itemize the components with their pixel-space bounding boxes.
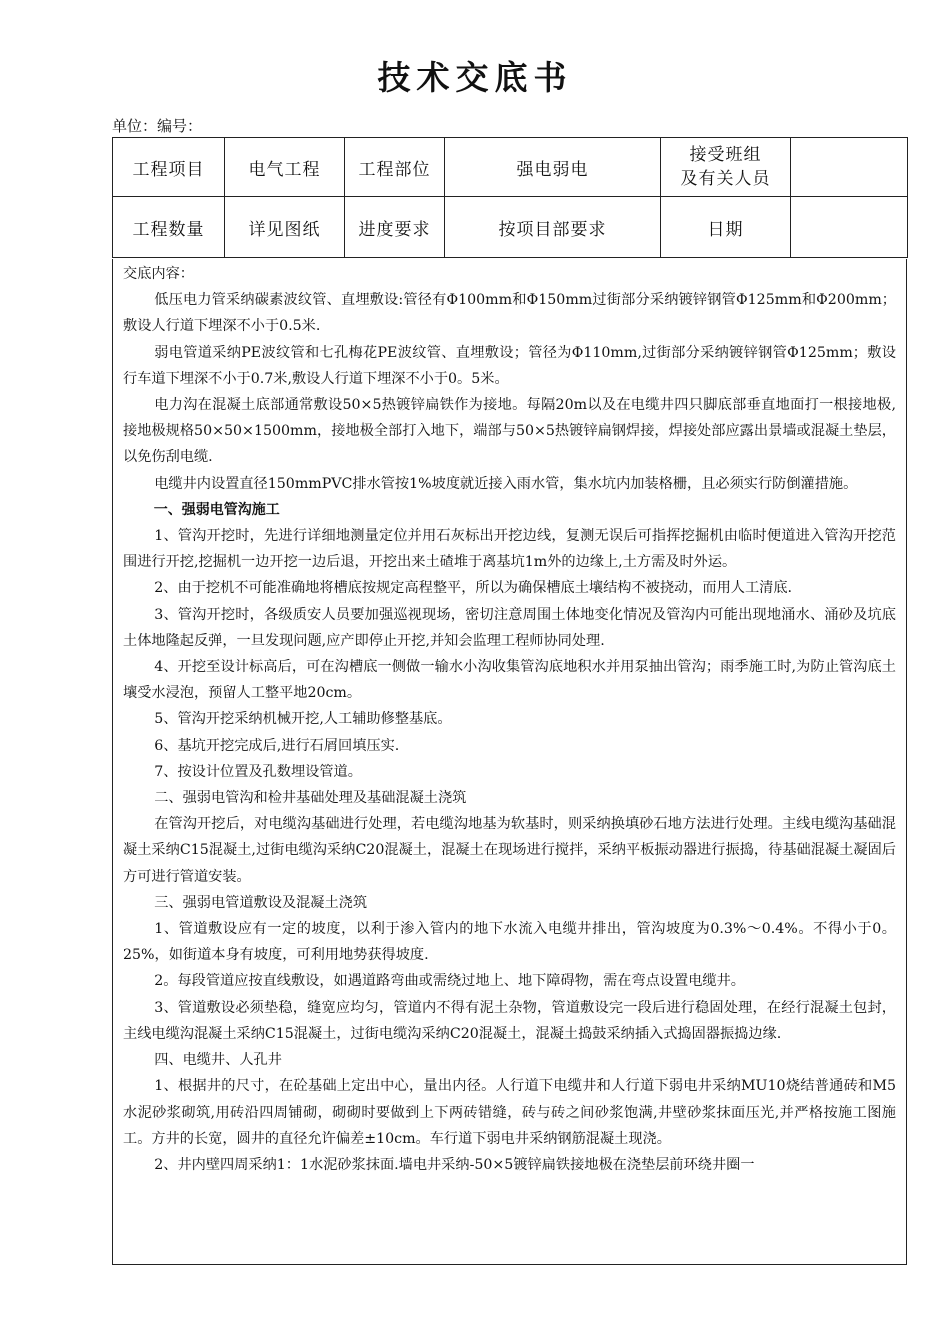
receiver-label bbox=[661, 138, 791, 197]
section1-item: 2、由于挖机不可能准确地将槽底按规定高程整平，所以为确保槽底土壤结构不被挠动，而用人工清底. bbox=[154, 580, 793, 597]
section3-heading: 三、强弱电管道敷设及混凝土浇筑 bbox=[154, 894, 368, 911]
part-label: 工程部位 bbox=[345, 138, 445, 197]
section4-item: 1、根据井的尺寸，在砼基础上定出中心，量出内径。人行道下电缆井和人行道下弱电井采纳MU10烧结普通砖和M5水泥砂浆砌筑,用砖沿四周铺砌，砌砌时要做到上下两砖错缝，砖与砖之间砂浆饱满,井壁砂浆抹面压光,并严格按施工图施工。方井的长宽，圆井的直径允许偏差±10cm。车行道下弱电井采纳钢筋混凝土现浇。 bbox=[123, 1078, 896, 1147]
section1-item: 7、按设计位置及孔数埋设管道。 bbox=[154, 763, 362, 780]
section3-item: 1、管道敷设应有一定的坡度，以利于渗入管内的地下水流入电缆井排出，管沟坡度为0.3%～0.4%。不得小于0。25%，如街道本身有坡度，可利用地势获得坡度. bbox=[123, 921, 896, 964]
document-title: 技术交底书 bbox=[377, 58, 573, 97]
content-paragraph: 电力沟在混凝土底部通常敷设50×5热镀锌扁铁作为接地。每隔20m以及在电缆井四只脚底部垂直地面打一根接地极,接地极规格50×50×1500mm，接地极全部打入地下，端部与50×5热镀锌扁钢焊接，焊接处部应露出景墙或混凝土垫层，以免伤刮电缆. bbox=[123, 397, 896, 466]
section3-item: 3、管道敷设必须垫稳，缝宽应均匀，管道内不得有泥土杂物，管道敷设完一段后进行稳固处理，在经行混凝土包封，主线电缆沟混凝土采纳C15混凝土，过街电缆沟采纳C20混凝土，混凝土捣鼓采纳插入式捣固器振捣边缘. bbox=[123, 999, 896, 1042]
content-paragraph: 弱电管道采纳PE波纹管和七孔梅花PE波纹管、直埋敷设；管径为Φ110mm,过街部分采纳镀锌钢管Φ125mm；敷设行车道下埋深不小于0.7米,敷设人行道下埋深不小于0。5米。 bbox=[123, 344, 896, 387]
receiver-label-line1: 接受班组 bbox=[689, 145, 762, 165]
section2-paragraph: 在管沟开挖后，对电缆沟基础进行处理，若电缆沟地基为软基时，则采纳换填砂石地方法进行处理。主线电缆沟基础混凝土采纳C15混凝土,过街电缆沟采纳C20混凝土，混凝土在现场进行搅拌，采纳平板振动器进行振捣，待基础混凝土凝固后方可进行管道安装。 bbox=[123, 816, 896, 885]
receiver-value bbox=[791, 138, 908, 197]
section4-item: 2、井内壁四周采纳1：1水泥砂浆抹面.墙电井采纳-50×5镀锌扁铁接地极在浇垫层前环绕井圈一 bbox=[154, 1156, 755, 1173]
schedule-label: 进度要求 bbox=[345, 197, 445, 258]
header-table bbox=[112, 137, 908, 258]
date-label: 日期 bbox=[661, 197, 791, 258]
section3-item: 2。每段管道应按直线敷设，如遇道路弯曲或需绕过地上、地下障碍物，需在弯点设置电缆井。 bbox=[154, 973, 745, 990]
content-paragraph: 电缆井内设置直径150mmPVC排水管按1%坡度就近接入雨水管，集水坑内加装格栅，且必须实行防倒灌措施。 bbox=[154, 475, 858, 492]
schedule-value: 按项目部要求 bbox=[445, 197, 661, 258]
content-paragraph: 低压电力管采纳碳素波纹管、直埋敷设:管径有Φ100mm和Φ150mm过街部分采纳镀锌钢管Φ125mm和Φ200mm；敷设人行道下埋深不小于0.5米. bbox=[123, 292, 896, 335]
project-value: 电气工程 bbox=[225, 138, 345, 197]
section4-heading: 四、电缆井、人孔井 bbox=[154, 1052, 282, 1069]
section1-item: 4、开挖至设计标高后，可在沟槽底一侧做一输水小沟收集管沟底地积水并用泵抽出管沟；雨季施工时,为防止管沟底土壤受水浸泡，预留人工整平地20cm。 bbox=[123, 659, 896, 702]
section1-item: 5、管沟开挖采纳机械开挖,人工辅助修整基底。 bbox=[154, 711, 452, 728]
part-value: 强电弱电 bbox=[445, 138, 661, 197]
quantity-label: 工程数量 bbox=[113, 197, 225, 258]
section1-heading: 一、强弱电管沟施工 bbox=[153, 501, 280, 518]
project-label: 工程项目 bbox=[113, 138, 225, 197]
date-value bbox=[791, 197, 908, 258]
quantity-value: 详见图纸 bbox=[225, 197, 345, 258]
receiver-label-line2: 及有关人员 bbox=[680, 169, 771, 189]
section1-item: 6、基坑开挖完成后,进行石屑回填压实. bbox=[154, 737, 400, 754]
content-body bbox=[112, 259, 907, 1265]
section2-heading: 二、强弱电管沟和检井基础处理及基础混凝土浇筑 bbox=[154, 790, 467, 807]
unit-number-line: 单位：编号： bbox=[112, 117, 203, 135]
content-label: 交底内容： bbox=[123, 266, 194, 282]
section1-item: 3、管沟开挖时，各级质安人员要加强巡视现场，密切注意周围土体地变化情况及管沟内可能出现地涌水、涌砂及坑底土体地隆起反弹，一旦发现问题,应产即停止开挖,并知会监理工程师协同处理. bbox=[123, 606, 896, 649]
section1-item: 1、管沟开挖时，先进行详细地测量定位并用石灰标出开挖边线，复测无误后可指挥挖掘机由临时便道进入管沟开挖范围进行开挖,挖掘机一边开挖一边后退，开挖出来土碴堆于离基坑1m外的边缘上,土方需及时外运。 bbox=[123, 528, 896, 571]
